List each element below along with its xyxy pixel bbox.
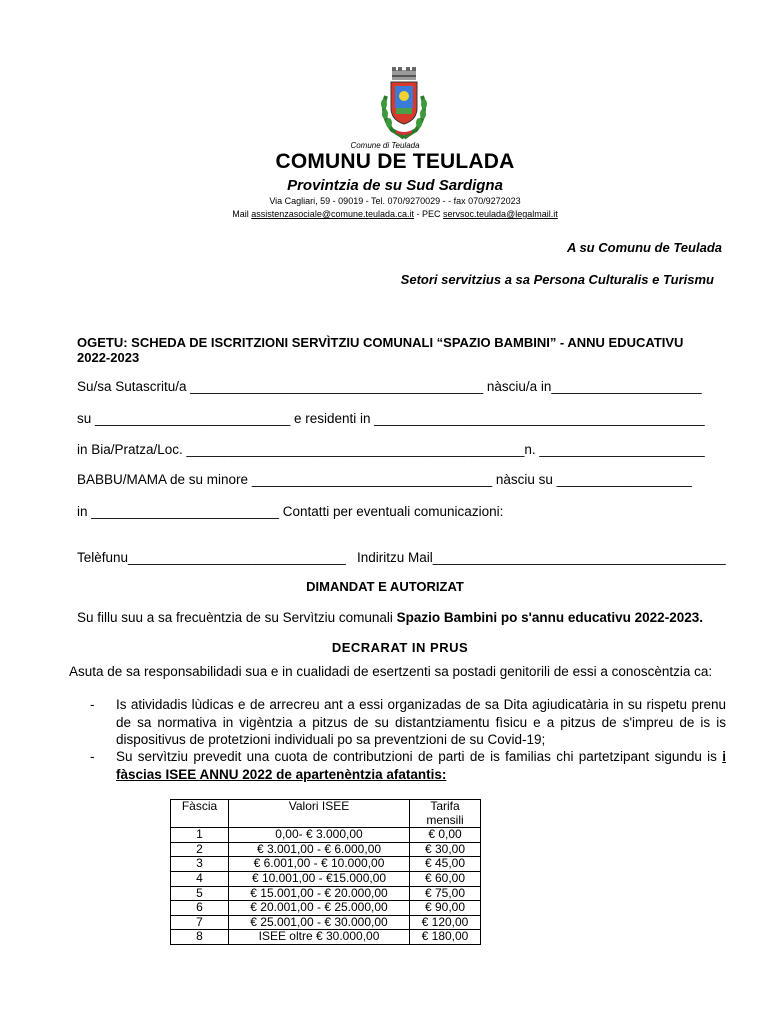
isee-cell: € 20.001,00 - € 25.000,00 <box>229 901 410 916</box>
list-item <box>90 748 726 783</box>
bullet-dash: - <box>90 749 95 764</box>
form-line-contacts: in _________________________ Contatti per eventuali comunicazioni: <box>77 504 504 519</box>
table-row <box>171 901 481 916</box>
band-cell: 2 <box>171 842 229 857</box>
comune-small-label: Comune di Teulada <box>350 141 420 150</box>
form-line-applicant: Su/sa Sutascritu/a _______________________________________ nàsciu/a in____________________ <box>77 379 702 394</box>
request-heading: DIMANDAT E AUTORIZAT <box>306 579 464 594</box>
form-line-residence: su __________________________ e residenti in ____________________________________________ <box>77 411 705 426</box>
fee-cell: € 0,00 <box>410 828 481 843</box>
band-cell: 1 <box>171 828 229 843</box>
isee-cell: € 3.001,00 - € 6.000,00 <box>229 842 410 857</box>
office-name: Setori servitzius a sa Persona Culturalis e Turismu <box>400 272 714 287</box>
isee-cell: € 15.001,00 - € 20.000,00 <box>229 886 410 901</box>
band-cell: 5 <box>171 886 229 901</box>
header-isee-value: Valori ISEE <box>229 800 410 828</box>
table-row <box>171 915 481 930</box>
table-row <box>171 886 481 901</box>
table-row <box>171 828 481 843</box>
list-item <box>90 696 726 749</box>
table-row <box>171 842 481 857</box>
fee-cell: € 75,00 <box>410 886 481 901</box>
addressee: A su Comunu de Teulada <box>566 240 722 255</box>
band-cell: 3 <box>171 857 229 872</box>
request-text: Su fillu suu a sa frecuèntzia de su Servìtziu comunali <box>77 610 397 625</box>
address-line: Via Cagliari, 59 - 09019 - Tel. 070/9270029 - - fax 070/9272023 <box>269 196 521 206</box>
province-subtitle: Provintzia de su Sud Sardigna <box>287 177 503 194</box>
table-row <box>171 930 481 945</box>
isee-cell: 0,00- € 3.000,00 <box>229 828 410 843</box>
bullet-underlined-text: i fàscias ISEE ANNU 2022 de apartenèntzia afatantis: <box>116 749 726 782</box>
fee-cell: € 120,00 <box>410 915 481 930</box>
table-header-row <box>171 800 481 828</box>
fee-cell: € 45,00 <box>410 857 481 872</box>
fee-cell: € 30,00 <box>410 842 481 857</box>
fee-cell: € 90,00 <box>410 901 481 916</box>
declaration-heading: DECRARAT IN PRUS <box>331 640 469 655</box>
band-cell: 8 <box>171 930 229 945</box>
contact-mail-line <box>0 209 770 219</box>
form-line-street: in Bia/Pratza/Loc. _____________________________________________n. ______________________ <box>77 442 705 457</box>
band-cell: 7 <box>171 915 229 930</box>
isee-cell: € 6.001,00 - € 10.000,00 <box>229 857 410 872</box>
header-band: Fàscia <box>171 800 229 828</box>
isee-cell: € 10.001,00 - €15.000,00 <box>229 871 410 886</box>
fee-cell: € 180,00 <box>410 930 481 945</box>
table-row <box>171 871 481 886</box>
mail-link[interactable]: assistenzasociale@comune.teulada.ca.it <box>251 209 415 219</box>
mail-prefix: Mail <box>232 209 252 219</box>
form-line-phone-mail: Telèfunu_____________________________ Indiritzu Mail_______________________________________ <box>77 550 726 565</box>
bullet-text: Is atividadis lùdicas e de arrecreu ant a essi organizadas de sa Dita agiudicatària in su rispetu prenu de sa normativa in vigèntzia a pitzus de su distantziamentu fìsicu e a pitzus de s'impreu de is is dispositivus de protetzioni individuali po sa preventzioni de su Covid-19; <box>116 697 726 747</box>
declaration-intro: Asuta de sa responsabilidadi sua e in cualidadi de esertzenti sa postadi genitorili de essi a conoscèntzia ca: <box>69 664 713 679</box>
table-row <box>171 857 481 872</box>
fee-cell: € 60,00 <box>410 871 481 886</box>
coat-of-arms-seal <box>376 66 432 140</box>
request-bold-text: Spazio Bambini po s'annu educativu 2022-2023. <box>396 610 703 625</box>
request-paragraph <box>77 610 727 626</box>
band-cell: 6 <box>171 901 229 916</box>
pec-link[interactable]: servsoc.teulada@legalmail.it <box>443 209 558 219</box>
form-line-parent: BABBU/MAMA de su minore ________________________________ nàsciu su __________________ <box>77 472 692 487</box>
municipality-title: COMUNU DE TEULADA <box>275 150 515 173</box>
pec-prefix: - PEC <box>414 209 444 219</box>
isee-fee-table <box>170 799 481 945</box>
isee-cell: € 25.001,00 - € 30.000,00 <box>229 915 410 930</box>
bullet-dash: - <box>90 697 95 712</box>
subject-heading: OGETU: SCHEDA DE ISCRITZIONI SERVÌTZIU COMUNALI “SPAZIO BAMBINI” - ANNU EDUCATIVU 2022-2023 <box>77 335 684 365</box>
band-cell: 4 <box>171 871 229 886</box>
header-monthly-fee: Tarifa mensili <box>410 800 481 828</box>
isee-cell: ISEE oltre € 30.000,00 <box>229 930 410 945</box>
bullet-text: Su servìtziu prevedit una cuota de contributzioni de parti de is familias chi partetzipant sigundu is <box>116 749 723 764</box>
